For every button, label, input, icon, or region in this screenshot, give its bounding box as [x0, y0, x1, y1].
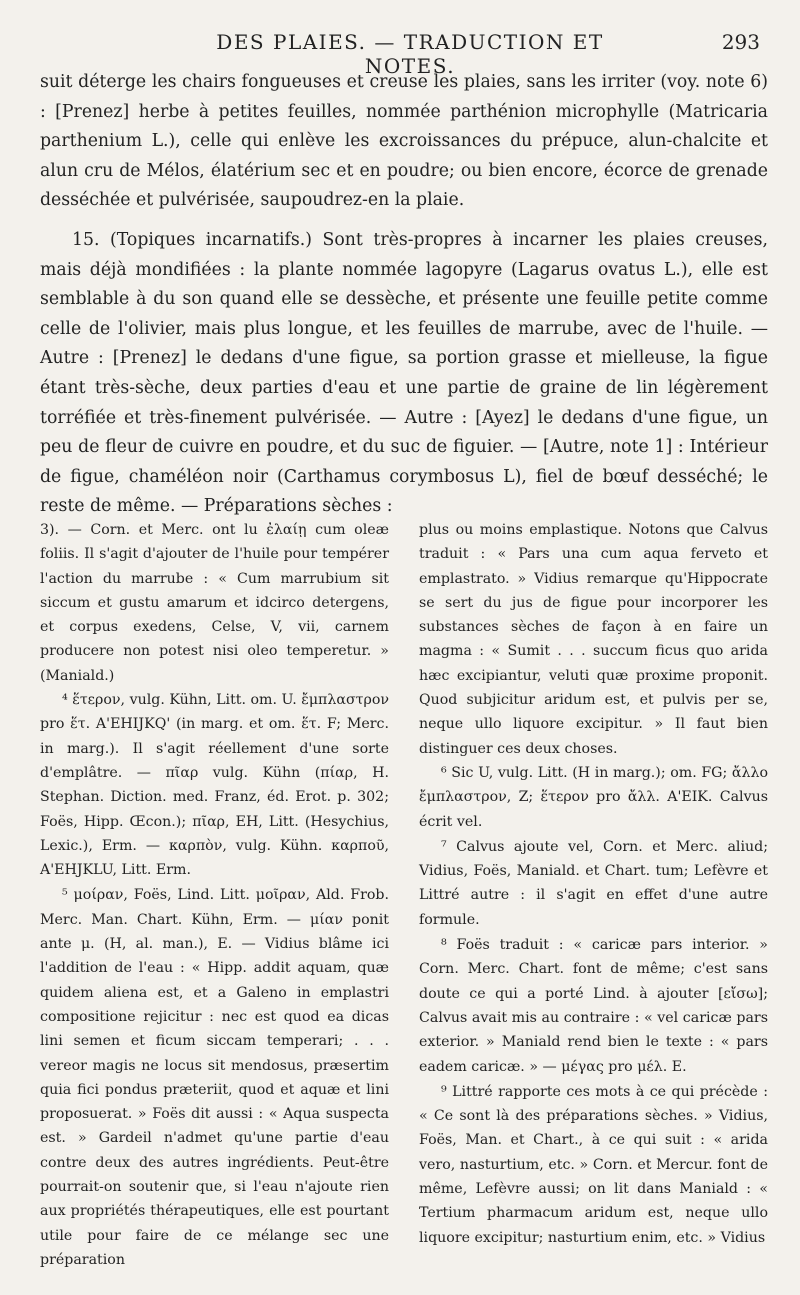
footnotes-left-column: [40, 518, 389, 1272]
footnote: ⁹ Littré rapporte ces mots à ce qui précède : « Ce sont là des préparations sèches. » Vidius, Foës, Man. et Chart., à ce qui suit : « arida vero, nasturtium, etc. » Corn. et Mercur. font de même, Lefèvre aussi; on lit dans Maniald : « Tertium pharmacum aridum est, neque ullo liquore excipitur; nasturtium enim, etc. » Vidius: [419, 1083, 768, 1246]
footnote: plus ou moins emplastique. Notons que Calvus traduit : « Pars una cum aqua ferveto et emplastrato. » Vidius remarque qu'Hippocrate se sert du jus de figue pour incorporer les substances sèches de façon à en faire un magma : « Sumit . . . succum ficus quo arida hæc excipiantur, veluti quæ proxime proponit. Quod subjicitur aridum est, et pulvis per se, neque ullo liquore excipitur. » Il faut bien distinguer ces deux choses.: [419, 522, 768, 757]
footnote: ⁷ Calvus ajoute vel, Corn. et Merc. aliud; Vidius, Foës, Maniald. et Chart. tum; Lefèvre et Littré autre : il s'agit en effet d'une autre formule.: [419, 838, 768, 928]
running-title: DES PLAIES. — TRADUCTION ET NOTES.: [216, 30, 604, 78]
footnote: ⁸ Foës traduit : « caricæ pars interior. » Corn. Merc. Chart. font de même; c'est sans doute ce qui a porté Lind. à ajouter [εἴσω]; Calvus avait mis au contraire : « vel caricæ pars exterior. » Maniald rend bien le texte : « pars eadem caricæ. » — μέγας pro μέλ. E.: [419, 937, 768, 1075]
main-paragraph: suit déterge les chairs fongueuses et creuse les plaies, sans les irriter (voy. note 6) : [Prenez] herbe à petites feuilles, nommée parthénion microphylle (Matricaria parthenium L.), celle qui enlève les excroissances du prépuce, alun-chalcite et alun cru de Mélos, élatérium sec et en poudre; ou bien encore, écorce de grenade desséchée et pulvérisée, saupoudrez-en la plaie.: [40, 72, 768, 211]
footnote: ⁴ ἕτερον, vulg. Kühn, Litt. om. U. ἔμπλαστρον pro ἕτ. A'EHIJKQ' (in marg. et om. ἕτ. F; Merc. in marg.). Il s'agit réellement d'une sorte d'emplâtre. — πῖαρ vulg. Kühn (πίαρ, H. Stephan. Diction. med. Franz, éd. Erot. p. 302; Foës, Hipp. Œcon.); πῖαρ, EH, Litt. (Hesychius, Lexic.), Erm. — καρπὸν, vulg. Kühn. καρποῦ, A'EHJKLU, Litt. Erm.: [40, 692, 389, 879]
page-header: [40, 30, 770, 78]
page-number: 293: [721, 30, 760, 54]
footnote: ⁶ Sic U, vulg. Litt. (H in marg.); om. FG; ἄλλο ἔμπλαστρον, Z; ἕτερον pro ἄλλ. A'EIK. Calvus écrit vel.: [419, 764, 768, 830]
footnote: ⁵ μοίραν, Foës, Lind. Litt. μοῖραν, Ald. Frob. Merc. Man. Chart. Kühn, Erm. — μίαν ponit ante μ. (H, al. man.), E. — Vidius blâme ici l'addition de l'eau : « Hipp. addit aquam, quæ quidem aliena est, et a Galeno in emplastri compositione rejicitur : nec est quod ea dicas lini semen et ficum siccam temperari; . . . vereor magis ne locus sit mendosus, præsertim quia fici pondus præteriit, quod et aquæ et lini proposuerat. » Foës dit aussi : « Aqua suspecta est. » Gardeil n'admet qu'une partie d'eau contre deux des autres ingrédients. Peut-être pourrait-on soutenir que, si l'eau n'ajoute rien aux propriétés thérapeutiques, elle est pourtant utile pour faire de ce mélange sec une préparation: [40, 887, 389, 1268]
main-text: [40, 68, 768, 522]
footnotes-right-column: [419, 518, 768, 1272]
main-paragraph: 15. (Topiques incarnatifs.) Sont très-propres à incarner les plaies creuses, mais déjà mondifiées : la plante nommée lagopyre (Lagarus ovatus L.), elle est semblable à du son quand elle se dessèche, et présente une feuille petite comme celle de l'olivier, mais plus longue, et les feuilles de marrube, avec de l'huile. — Autre : [Prenez] le dedans d'une figue, sa portion grasse et mielleuse, la figue étant très-sèche, deux parties d'eau et une partie de graine de lin légèrement torréfiée et très-finement pulvérisée. — Autre : [Ayez] le dedans d'une figue, un peu de fleur de cuivre en poudre, et du suc de figuier. — [Autre, note 1] : Intérieur de figue, chaméléon noir (Carthamus corymbosus L), fiel de bœuf desséché; le reste de même. — Préparations sèches :: [40, 229, 768, 517]
footnotes: [40, 518, 768, 1272]
footnote: 3). — Corn. et Merc. ont lu ἐλαίῃ cum oleæ foliis. Il s'agit d'ajouter de l'huile pour tempérer l'action du marrube : « Cum marrubium sit siccum et gustu amarum et idcirco detergens, et corpus exedens, Celse, V, vii, carnem producere non potest nisi oleo temperetur. » (Maniald.): [40, 522, 389, 684]
